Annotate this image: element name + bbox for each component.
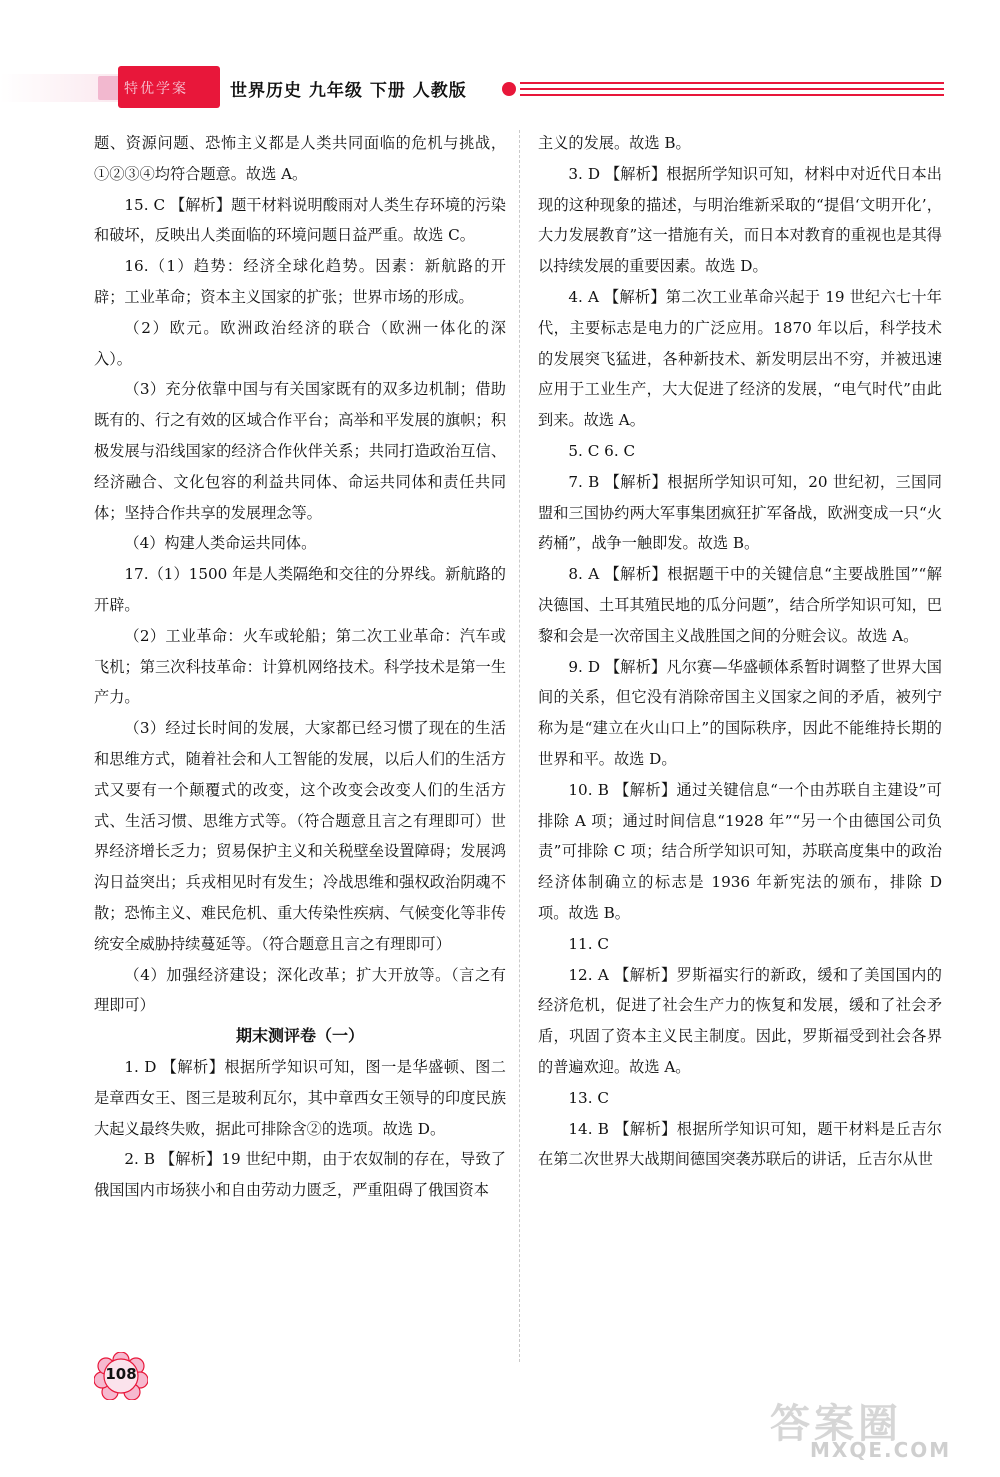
answer-paragraph: 13. C bbox=[568, 1088, 609, 1107]
header-rule bbox=[520, 94, 944, 96]
answer-paragraph: 8. A 【解析】根据题干中的关键信息“主要战胜国”“解决德国、土耳其殖民地的瓜分问题”，结合所学知识可知，巴黎和会是一次帝国主义战胜国之间的分赃会议。故选 A。 bbox=[538, 565, 942, 645]
answer-paragraph: 题、资源问题、恐怖主义都是人类共同面临的危机与挑战，①②③④均符合题意。故选 A。 bbox=[94, 134, 506, 183]
header-dot-icon bbox=[502, 82, 516, 96]
left-column bbox=[94, 128, 506, 1206]
watermark-url: MXQE.COM bbox=[810, 1438, 952, 1462]
answer-paragraph: 9. D 【解析】凡尔赛—华盛顿体系暂时调整了世界大国间的关系，但它没有消除帝国主义国家之间的矛盾，被列宁称为是“建立在火山口上”的国际秩序，因此不能维持长期的世界和平。故选 D。 bbox=[538, 657, 942, 768]
page-number: 108 bbox=[105, 1365, 137, 1383]
answer-paragraph: 3. D 【解析】根据所学知识可知，材料中对近代日本出现的这种现象的描述，与明治维新采取的“提倡‘文明开化’，大力发展教育”这一措施有关，而日本对教育的重视也是其得以持续发展的重要因素。故选 D。 bbox=[538, 164, 942, 276]
section-title: 期末测评卷（一） bbox=[235, 1026, 364, 1046]
answer-paragraph: 14. B 【解析】根据所学知识可知，题干材料是丘吉尔在第二次世界大战期间德国突袭苏联后的讲话，丘吉尔从世 bbox=[538, 1119, 942, 1169]
column-divider bbox=[519, 130, 520, 1362]
header-rule bbox=[520, 82, 944, 84]
answer-paragraph: 16.（1）趋势：经济全球化趋势。因素：新航路的开辟；工业革命；资本主义国家的扩张；世界市场的形成。 bbox=[94, 257, 506, 306]
answer-paragraph: 17.（1）1500 年是人类隔绝和交往的分界线。新航路的开辟。 bbox=[94, 565, 506, 614]
watermark-logo: 答案圈 bbox=[770, 1401, 902, 1447]
watermark bbox=[770, 1392, 970, 1462]
answer-paragraph: 1. D 【解析】根据所学知识可知，图一是华盛顿、图二是章西女王、图三是玻利瓦尔，其中章西女王领导的印度民族大起义最终失败，据此可排除含②的选项。故选 D。 bbox=[94, 1057, 506, 1138]
answer-paragraph: 10. B 【解析】通过关键信息“一个由苏联自主建设”可排除 A 项；通过时间信息“1928 年”“另一个由德国公司负责”可排除 C 项；结合所学知识可知，苏联高度集中的政治经济体制确立的标志是 1936 年新宪法的颁布，排除 D 项。故选 B。 bbox=[538, 780, 942, 922]
answer-paragraph: 4. A 【解析】第二次工业革命兴起于 19 世纪六七十年代，主要标志是电力的广泛应用。1870 年以后，科学技术的发展突飞猛进，各种新技术、新发明层出不穷，并被迅速应用于工业生产，大大促进了经济的发展，“电气时代”由此到来。故选 A。 bbox=[538, 287, 942, 430]
right-column bbox=[538, 128, 942, 1175]
answer-paragraph: （4）构建人类命运共同体。 bbox=[124, 534, 317, 553]
header-rule bbox=[520, 88, 944, 90]
answer-paragraph: 11. C bbox=[568, 934, 609, 953]
page-header bbox=[0, 60, 1000, 116]
answer-paragraph: 7. B 【解析】根据所学知识可知，20 世纪初，三国同盟和三国协约两大军事集团疯狂扩军备战，欧洲变成一只“火药桶”，战争一触即发。故选 B。 bbox=[538, 472, 942, 553]
page-number-badge bbox=[94, 1352, 148, 1400]
answer-paragraph: （4）加强经济建设；深化改革；扩大开放等。（言之有理即可） bbox=[94, 965, 506, 1015]
answer-paragraph: （2）工业革命：火车或轮船；第二次工业革命：汽车或飞机；第三次科技革命：计算机网络技术。科学技术是第一生产力。 bbox=[94, 626, 506, 707]
answer-paragraph: （3）经过长时间的发展，大家都已经习惯了现在的生活和思维方式，随着社会和人工智能的发展，以后人们的生活方式又要有一个颠覆式的改变，这个改变会改变人们的生活方式、生活习惯、思维方式等。（符合题意且言之有理即可）世界经济增长乏力；贸易保护主义和关税壁垒设置障碍；发展鸿沟日益突出；兵戎相见时有发生；冷战思维和强权政治阴魂不散；恐怖主义、难民危机、重大传染性疾病、气候变化等非传统安全威胁持续蔓延等。（符合题意且言之有理即可） bbox=[94, 719, 506, 953]
book-title: 世界历史 九年级 下册 人教版 bbox=[230, 81, 467, 101]
answer-paragraph: 2. B 【解析】19 世纪中期，由于农奴制的存在，导致了俄国国内市场狭小和自由劳动力匮乏，严重阻碍了俄国资本 bbox=[94, 1150, 506, 1200]
answer-paragraph: 5. C 6. C bbox=[568, 441, 636, 460]
header-brand: 特优学案 bbox=[124, 80, 188, 96]
answer-paragraph: 15. C 【解析】题干材料说明酸雨对人类生存环境的污染和破坏，反映出人类面临的环境问题日益严重。故选 C。 bbox=[94, 195, 506, 245]
answer-paragraph: 主义的发展。故选 B。 bbox=[538, 134, 691, 152]
answer-paragraph: （2）欧元。欧洲政治经济的联合（欧洲一体化的深入）。 bbox=[94, 318, 506, 368]
answer-paragraph: 12. A 【解析】罗斯福实行的新政，缓和了美国国内的经济危机，促进了社会生产力的恢复和发展，缓和了社会矛盾，巩固了资本主义民主制度。因此，罗斯福受到社会各界的普遍欢迎。故选 A。 bbox=[538, 965, 942, 1076]
answer-paragraph: （3）充分依靠中国与有关国家既有的双多边机制；借助既有的、行之有效的区域合作平台；高举和平发展的旗帜；积极发展与沿线国家的经济合作伙伴关系；共同打造政治互信、经济融合、文化包容的利益共同体、命运共同体和责任共同体；坚持合作共享的发展理念等。 bbox=[94, 380, 506, 522]
